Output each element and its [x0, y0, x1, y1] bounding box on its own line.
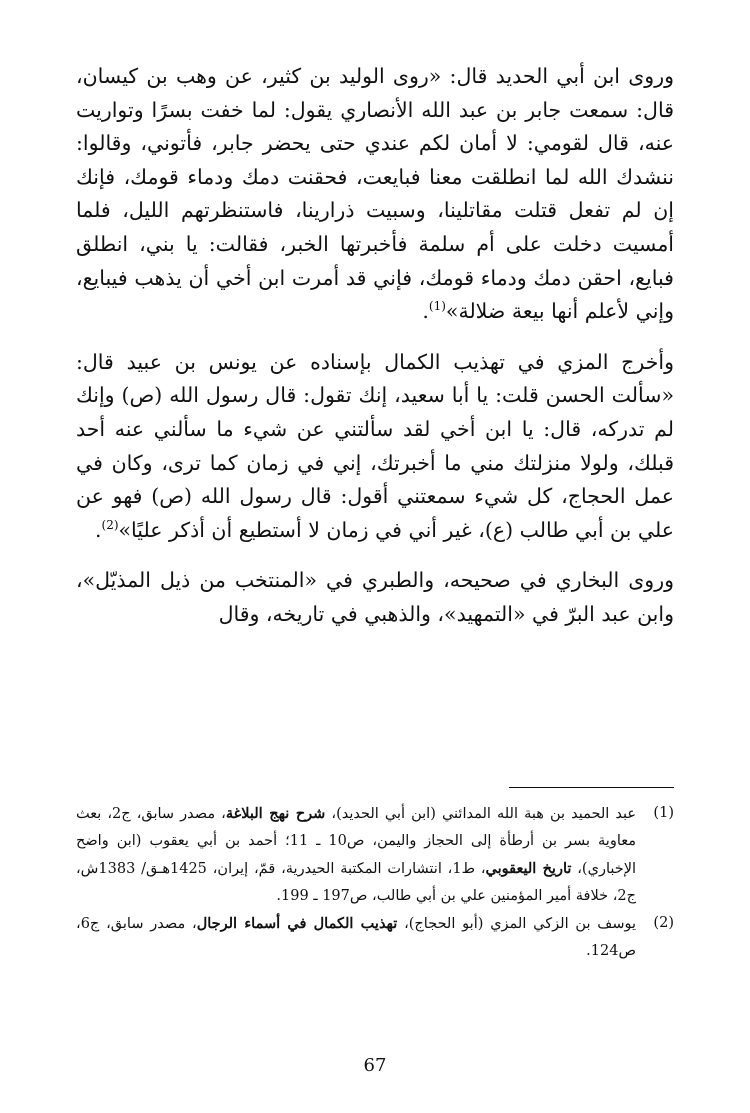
main-text — [76, 60, 674, 632]
book-page — [76, 60, 674, 1100]
paragraph-2-text: وأخرج المزي في تهذيب الكمال بإسناده عن يونس بن عبيد قال: «سألت الحسن قلت: يا أبا سعيد، إنك تقول: قال رسول الله (ص) وإنك لم تدركه، قال: يا ابن أخي لقد سألتني عن شيء ما سألني عنه أحد قبلك، ولولا منزلتك مني ما أخبرتك، إني في زمان كما ترى، وكان في عمل الحجاج، كل شيء سمعتني أقول: قال رسول الله (ص) فهو عن علي بن أبي طالب (ع)، غير أني في زمان لا أستطيع أن أذكر عليًا» — [76, 349, 674, 542]
footnote-1-part1: عبد الحميد بن هبة الله المدائني (ابن أبي الحديد)، — [325, 806, 636, 822]
footnote-separator — [509, 787, 674, 788]
footnote-1-book-title-1: شرح نهج البلاغة — [225, 805, 326, 822]
footnote-2 — [76, 910, 674, 965]
footnote-1 — [76, 800, 674, 910]
footnote-2-part2: ، مصدر سابق، ج6، ص124. — [76, 916, 636, 959]
footnote-1-part3: ، ط1، انتشارات المكتبة الحيدرية، قمّ، إيران، 1425هـق/ 1383ش، ج2، خلافة أمير المؤمنين علي بن أبي طالب، ص197 ـ 199. — [76, 861, 636, 904]
footnote-2-book-title: تهذيب الكمال في أسماء الرجال — [196, 915, 398, 932]
paragraph-2 — [76, 346, 674, 548]
footnote-2-text — [76, 910, 636, 965]
paragraph-3-text: وروى البخاري في صحيحه، والطبري في «المنتخب من ذيل المذيّل»، وابن عبد البرّ في «التمهيد»، والذهبي في تاريخه، وقال — [76, 568, 674, 626]
paragraph-1-tail: . — [422, 299, 429, 324]
footnote-ref-1[interactable]: (1) — [428, 299, 446, 314]
paragraph-3 — [76, 564, 674, 631]
page-number: 67 — [363, 1055, 387, 1076]
footnote-1-number: (1) — [653, 805, 674, 821]
paragraph-1 — [76, 60, 674, 329]
footnote-ref-2[interactable]: (2) — [101, 517, 119, 532]
footnotes — [76, 800, 674, 965]
footnote-2-number: (2) — [653, 915, 674, 931]
paragraph-1-text: وروى ابن أبي الحديد قال: «روى الوليد بن كثير، عن وهب بن كيسان، قال: سمعت جابر بن عبد الله الأنصاري يقول: لما خفت بسرًا وتواريت عنه، قال لقومي: لا أمان لكم عندي حتى يحضر جابر، فأتوني، وقالوا: ننشدك الله لما انطلقت معنا فبايعت، فحقنت دمك ودماء قومك، فإنك إن لم تفعل قتلت مقاتلينا، وسبيت ذرارينا، فاستنظرتهم الليل، فلما أمسيت دخلت على أم سلمة فأخبرتها الخبر، فقالت: يا بني، انطلق فبايع، احقن دمك ودماء قومك، فإني قد أمرت ابن أخي أن يذهب فيبايع، وإني لأعلم أنها بيعة ضلالة» — [76, 64, 674, 324]
footnote-1-book-title-2: تاريخ اليعقوبي — [485, 860, 572, 877]
footnote-2-part1: يوسف بن الزكي المزي (أبو الحجاج)، — [397, 916, 636, 932]
paragraph-2-tail: . — [94, 517, 102, 542]
footnote-1-part2: ، مصدر سابق، ج2، بعث معاوية بسر بن أرطأة إلى الحجاز واليمن، ص10 ـ 11؛ أحمد بن أبي يعقوب (ابن واضح الإخباري)، — [76, 806, 636, 877]
footnote-1-text — [76, 800, 636, 910]
